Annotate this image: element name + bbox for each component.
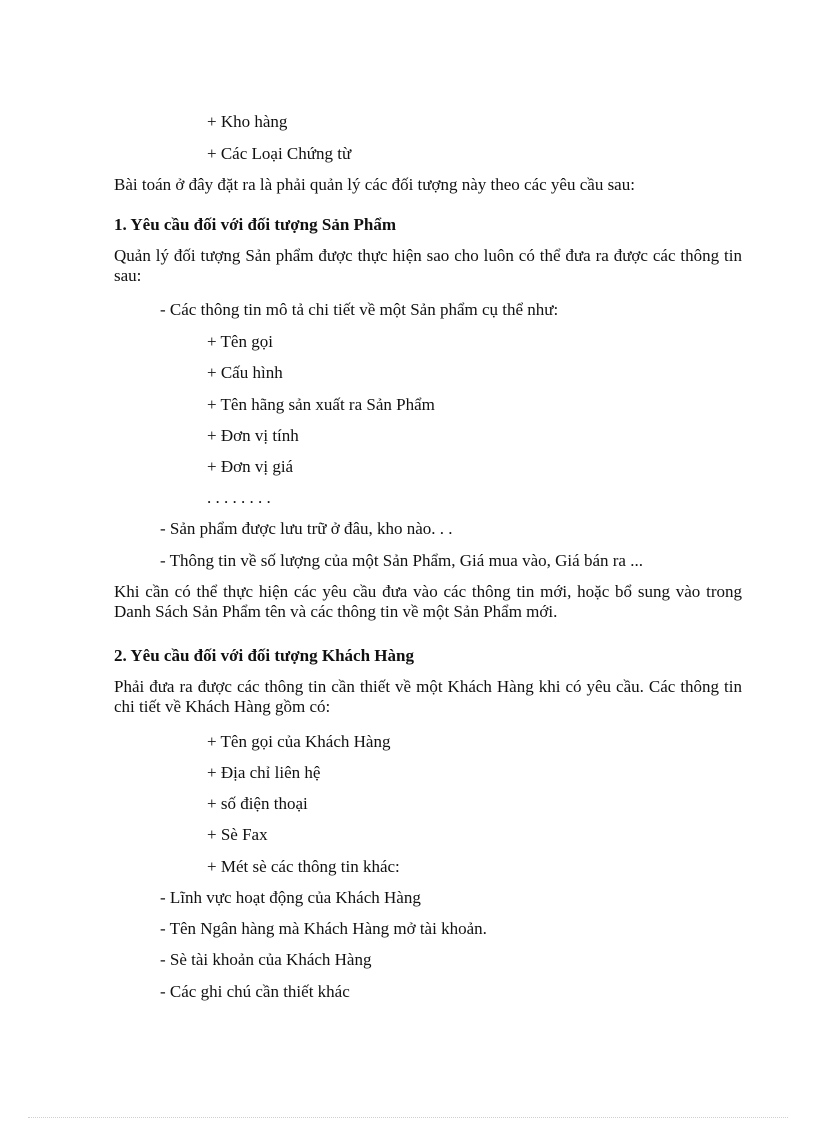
section-1-bullet: - Sản phẩm được lưu trữ ở đâu, kho nào. . . [160,519,453,538]
section-2-bullet: - Các ghi chú cần thiết khác [160,982,350,1001]
intro-sentence: Bài toán ở đây đặt ra là phải quản lý các đối tượng này theo các yêu cầu sau: [114,175,635,194]
section-1-detail-item: + Cấu hình [207,363,283,382]
intro-list-item: + Các Loại Chứng từ [207,144,352,163]
section-1-detail-intro: - Các thông tin mô tả chi tiết về một Sản phẩm cụ thể như: [160,300,559,319]
section-2-detail-item: + Tên gọi của Khách Hàng [207,732,391,751]
section-2-bullet: - Sè tài khoản của Khách Hàng [160,950,372,969]
intro-list-item: + Kho hàng [207,112,288,131]
section-1-detail-item: + Tên gọi [207,332,273,351]
section-1-paragraph: Quản lý đối tượng Sản phẩm được thực hiện sao cho luôn có thể đưa ra được các thông tin sau: [114,246,742,285]
section-2-bullet: - Tên Ngân hàng mà Khách Hàng mở tài khoản. [160,919,487,938]
section-1-detail-item: + Đơn vị giá [207,457,294,476]
section-2-paragraph: Phải đưa ra được các thông tin cần thiết về một Khách Hàng khi có yêu cầu. Các thông tin chi tiết về Khách Hàng gồm có: [114,677,742,716]
section-2-detail-item: + Địa chỉ liên hệ [207,763,321,782]
section-2-detail-item: + Sè Fax [207,825,268,844]
section-2-detail-item: + Mét sè các thông tin khác: [207,857,400,876]
section-2-bullet: - Lĩnh vực hoạt động của Khách Hàng [160,888,421,907]
section-1-heading: 1. Yêu cầu đối với đối tượng Sản Phẩm [114,215,397,234]
page-bottom-rule [28,1117,788,1118]
section-1-closing: Khi cần có thể thực hiện các yêu cầu đưa vào các thông tin mới, hoặc bổ sung vào trong Danh Sách Sản Phẩm tên và các thông tin về một Sản Phẩm mới. [114,582,742,621]
section-1-bullet: - Thông tin về số lượng của một Sản Phẩm, Giá mua vào, Giá bán ra ... [160,551,643,570]
section-2-heading: 2. Yêu cầu đối với đối tượng Khách Hàng [114,646,414,665]
section-1-detail-item: + Đơn vị tính [207,426,299,445]
section-2-detail-item: + số điện thoại [207,794,308,813]
section-1-ellipsis: . . . . . . . . [207,488,271,507]
section-1-detail-item: + Tên hãng sản xuất ra Sản Phẩm [207,395,435,414]
